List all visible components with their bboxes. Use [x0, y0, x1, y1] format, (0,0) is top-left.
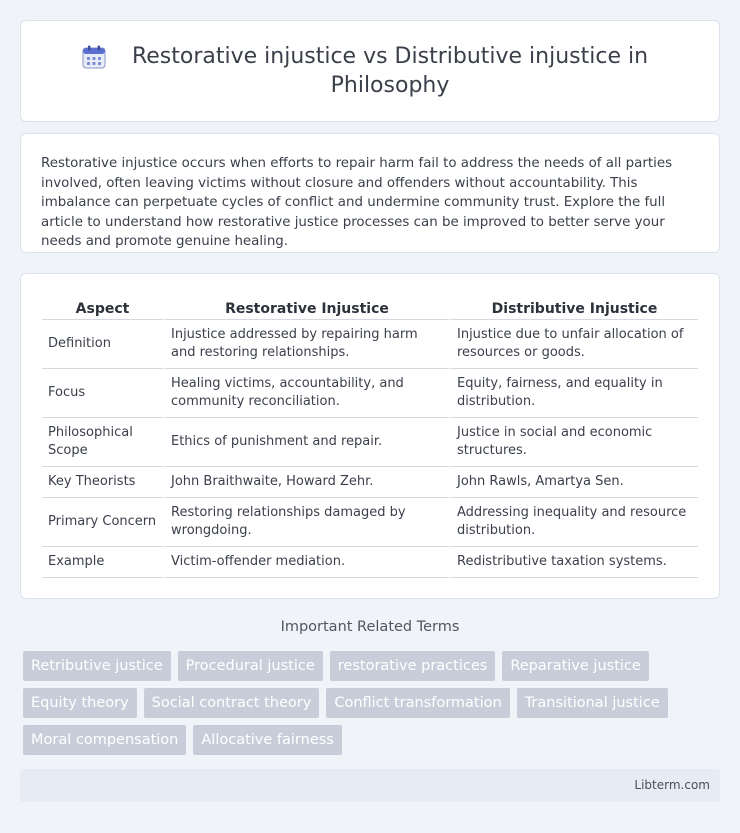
title-card — [20, 20, 720, 122]
row-distributive: Injustice due to unfair allocation of resources or goods. — [449, 320, 698, 369]
table-row — [42, 369, 698, 418]
related-terms-title: Important Related Terms — [280, 619, 460, 635]
row-aspect: Primary Concern — [42, 498, 163, 547]
footer — [20, 769, 720, 802]
header-restorative: Restorative Injustice — [163, 296, 449, 320]
intro-text: Restorative injustice occurs when efforts to repair harm fail to address the needs of all parties involved, often leaving victims without closure and offenders without accountability. This imbalance can perpetuate cycles of conflict and undermine community trust. Explore the full article to understand how restorative justice processes can be improved to better serve your needs and promote genuine healing. — [41, 156, 673, 249]
intro-card — [20, 133, 720, 253]
related-term-tag[interactable]: Transitional justice — [517, 688, 668, 718]
table-row — [42, 498, 698, 547]
comparison-card — [20, 273, 720, 599]
row-restorative: Ethics of punishment and repair. — [163, 418, 449, 467]
header-distributive: Distributive Injustice — [449, 296, 698, 320]
row-restorative: Restoring relationships damaged by wrongdoing. — [163, 498, 449, 547]
title-wrap — [21, 42, 719, 100]
row-distributive: John Rawls, Amartya Sen. — [449, 467, 698, 498]
header-aspect: Aspect — [42, 296, 163, 320]
table-row — [42, 547, 698, 578]
row-aspect: Key Theorists — [42, 467, 163, 498]
footer-brand-link[interactable]: Libterm.com — [634, 778, 710, 792]
related-term-tag[interactable]: Allocative fairness — [193, 725, 341, 755]
row-restorative: Injustice addressed by repairing harm and restoring relationships. — [163, 320, 449, 369]
row-distributive: Justice in social and economic structures. — [449, 418, 698, 467]
row-restorative: Victim-offender mediation. — [163, 547, 449, 578]
row-distributive: Addressing inequality and resource distribution. — [449, 498, 698, 547]
table-row — [42, 418, 698, 467]
related-terms-list — [23, 651, 683, 755]
related-term-tag[interactable]: Reparative justice — [502, 651, 649, 681]
row-aspect: Philosophical Scope — [42, 418, 163, 467]
related-term-tag[interactable]: Conflict transformation — [326, 688, 509, 718]
related-term-tag[interactable]: restorative practices — [330, 651, 496, 681]
related-term-tag[interactable]: Moral compensation — [23, 725, 186, 755]
row-restorative: Healing victims, accountability, and community reconciliation. — [163, 369, 449, 418]
page-title: Restorative injustice vs Distributive injustice in Philosophy — [131, 44, 649, 98]
row-aspect: Example — [42, 547, 163, 578]
row-distributive: Equity, fairness, and equality in distribution. — [449, 369, 698, 418]
row-aspect: Definition — [42, 320, 163, 369]
comparison-table — [42, 296, 698, 578]
related-term-tag[interactable]: Procedural justice — [178, 651, 323, 681]
row-distributive: Redistributive taxation systems. — [449, 547, 698, 578]
table-header-row — [42, 296, 698, 320]
row-restorative: John Braithwaite, Howard Zehr. — [163, 467, 449, 498]
table-row — [42, 467, 698, 498]
row-aspect: Focus — [42, 369, 163, 418]
related-term-tag[interactable]: Retributive justice — [23, 651, 171, 681]
related-term-tag[interactable]: Equity theory — [23, 688, 137, 718]
table-row — [42, 320, 698, 369]
related-term-tag[interactable]: Social contract theory — [144, 688, 320, 718]
calendar-icon — [81, 44, 107, 70]
